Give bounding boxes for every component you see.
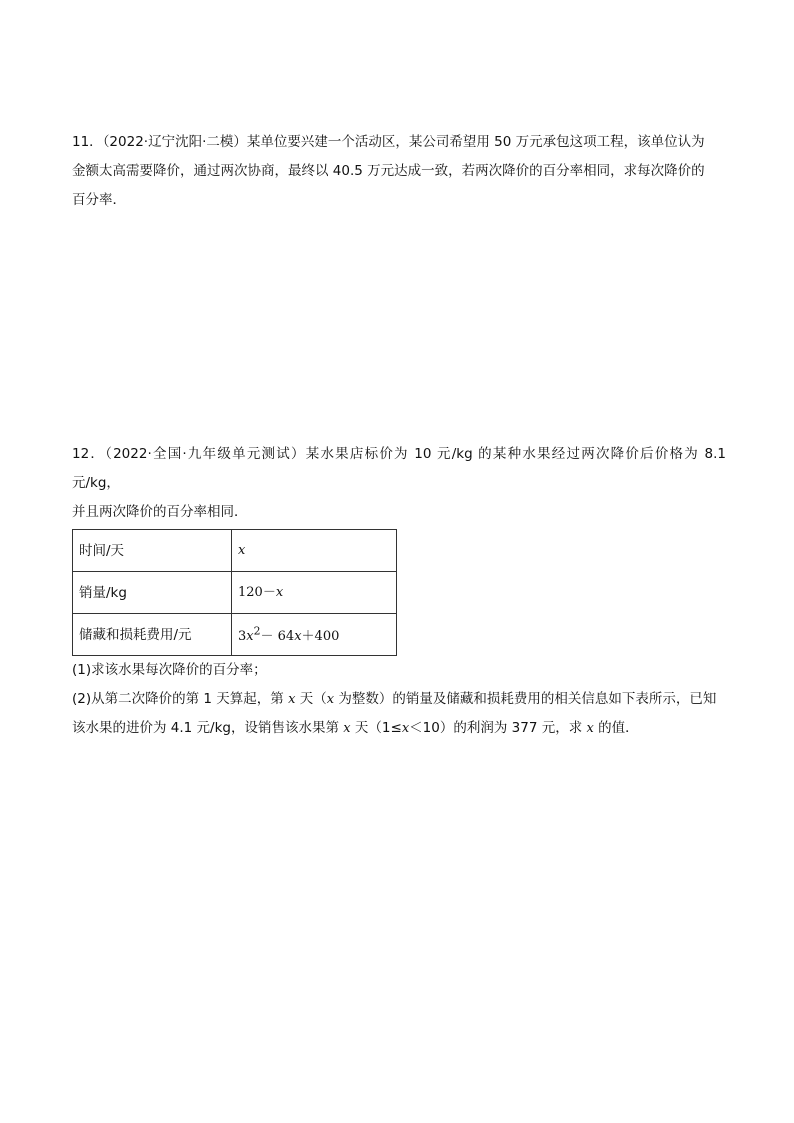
problem-11-line2: 金额太高需要降价，通过两次协商，最终以 40.5 万元达成一致，若两次降价的百分率相同，求每次降价的	[72, 163, 705, 179]
table-row	[73, 572, 397, 614]
var-x: x	[343, 721, 351, 736]
question-2-part: ＜10）的利润为 377 元，求	[409, 720, 587, 736]
table-label-cost: 储藏和损耗费用/元	[73, 614, 232, 656]
var-x: x	[294, 629, 302, 645]
table-row	[73, 614, 397, 656]
var-x: x	[401, 721, 410, 736]
table-value-cost	[232, 614, 397, 656]
problem-11-source: （2022·辽宁沈阳·二模）	[102, 134, 247, 150]
problem-11-text	[72, 128, 726, 215]
sales-operator: －	[262, 585, 276, 600]
var-x: x	[288, 692, 296, 707]
sub-question-1	[72, 656, 726, 685]
question-2-part: 天（	[295, 691, 327, 707]
question-1-text: (1)求该水果每次降价的百分率；	[72, 662, 267, 678]
cost-term2: － 64	[260, 629, 295, 645]
var-x: x	[246, 629, 254, 645]
problem-12	[72, 440, 726, 743]
question-2-part: 的值．	[593, 720, 639, 736]
var-x: x	[275, 585, 284, 600]
table-label-sales: 销量/kg	[73, 572, 232, 614]
table-value-sales	[232, 572, 397, 614]
table-value-time	[232, 530, 397, 572]
var-x: x	[326, 692, 335, 707]
problem-12-line2: 并且两次降价的百分率相同．	[72, 504, 248, 520]
sales-data-table	[72, 529, 397, 656]
problem-11-number: 11．	[72, 134, 103, 150]
question-2-part: (2)从第二次降价的第 1 天算起，第	[72, 691, 289, 707]
problem-11	[72, 128, 726, 215]
problem-12-number: 12．	[72, 446, 106, 462]
problem-12-line1: 某水果店标价为 10 元/kg 的某种水果经过两次降价后价格为 8.1 元/kg，	[72, 446, 726, 491]
question-2-part: 天（1≤	[350, 720, 402, 736]
cost-term3: ＋400	[301, 629, 340, 645]
sub-question-2	[72, 685, 726, 743]
sales-constant: 120	[238, 585, 263, 600]
problem-11-line1: 某单位要兴建一个活动区，某公司希望用 50 万元承包这项工程，该单位认为	[246, 134, 705, 150]
cost-exponent: 2	[253, 624, 261, 638]
problem-11-line3: 百分率．	[72, 192, 126, 208]
table-label-time: 时间/天	[73, 530, 232, 572]
var-x: x	[586, 721, 594, 736]
question-2-part: 该水果的进价为 4.1 元/kg，设销售该水果第	[72, 720, 344, 736]
question-2-part: 为整数）的销量及储藏和损耗费用的相关信息如下表所示，已知	[334, 691, 717, 707]
table-row	[73, 530, 397, 572]
problem-12-text	[72, 440, 726, 527]
var-x: x	[238, 543, 246, 558]
problem-12-source: （2022·全国·九年级单元测试）	[105, 446, 306, 462]
cost-coef: 3	[238, 629, 247, 645]
